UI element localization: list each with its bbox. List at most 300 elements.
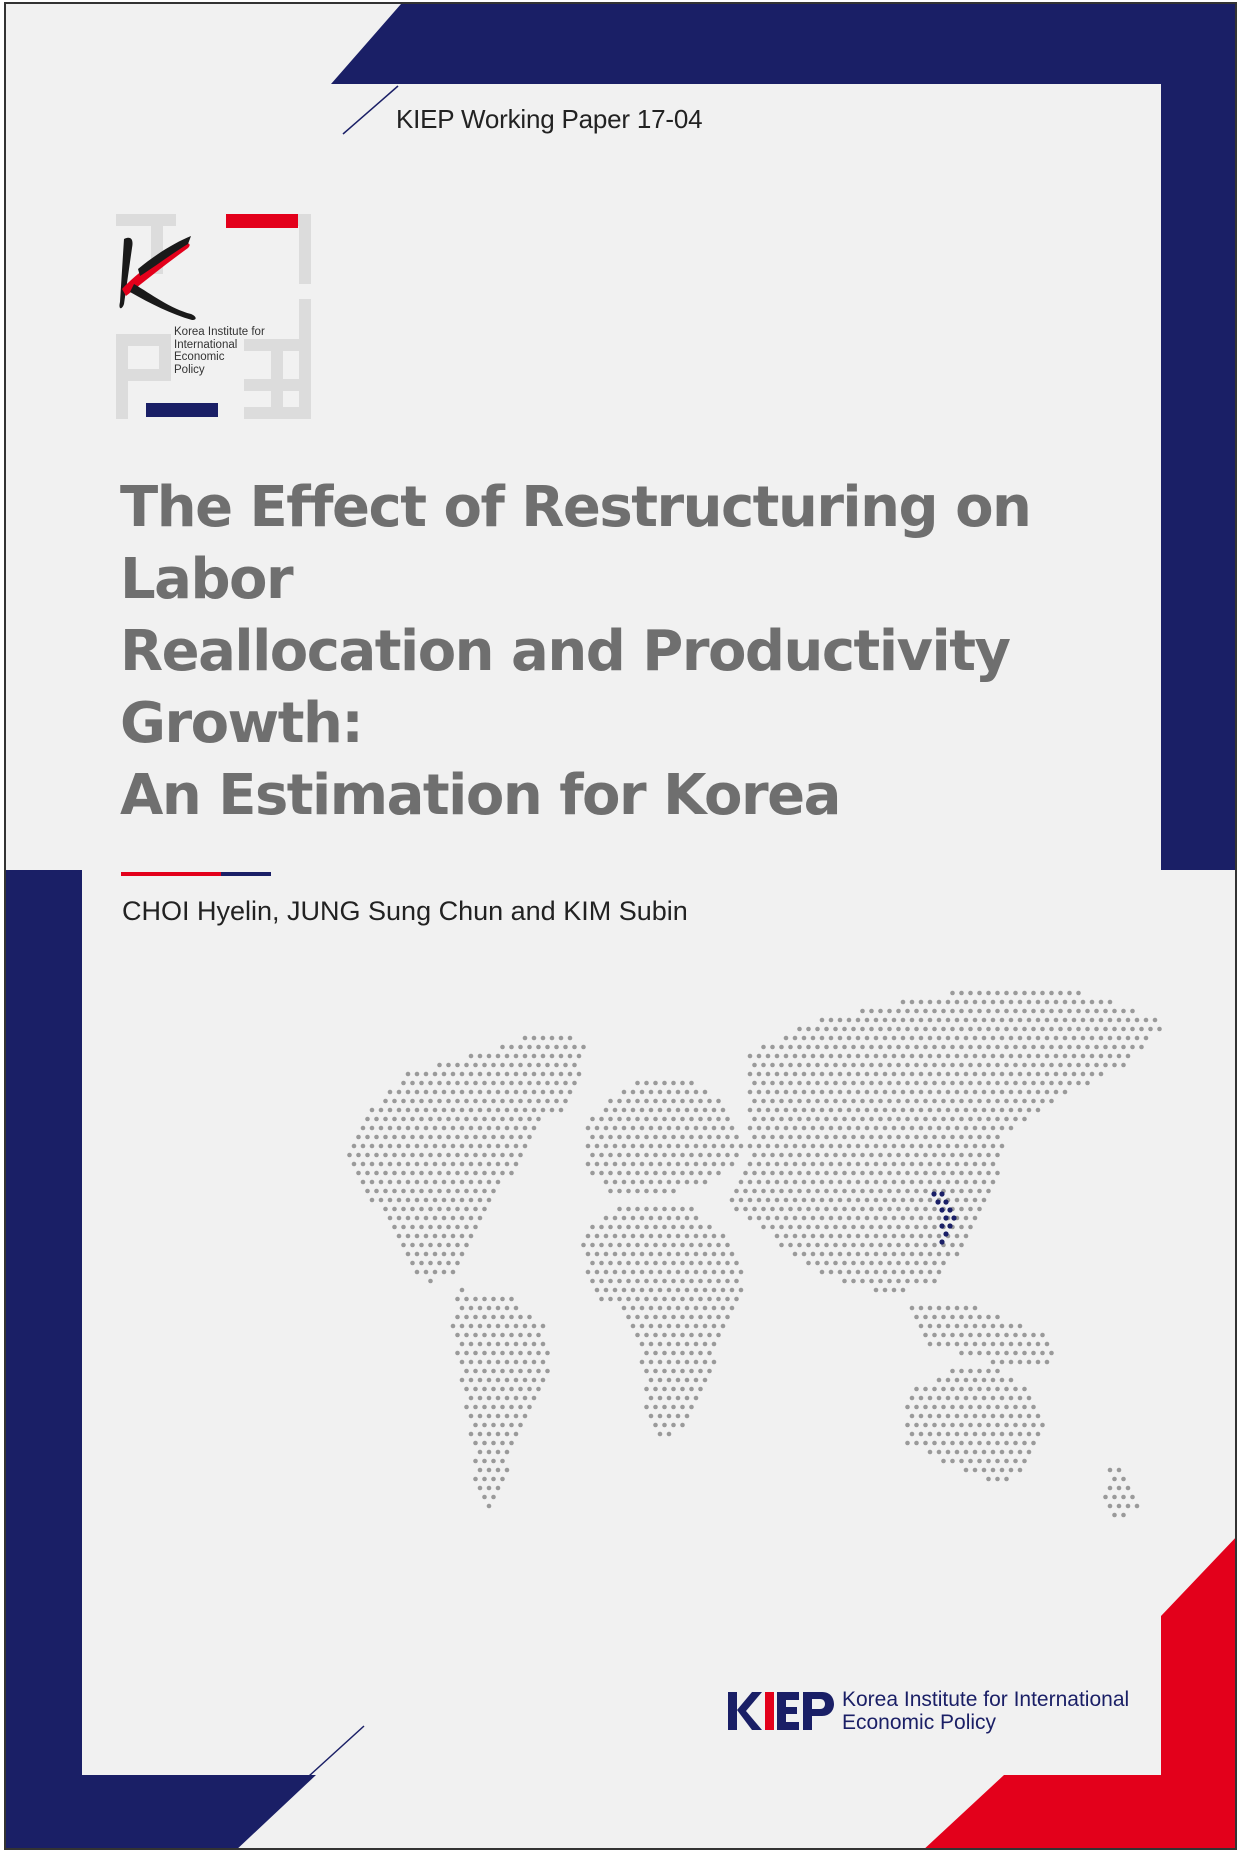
map-dot: [820, 1126, 825, 1131]
map-dot: [932, 1099, 937, 1104]
map-dot: [392, 1225, 397, 1230]
map-dot: [356, 1171, 361, 1176]
map-dot: [1054, 1018, 1059, 1023]
map-dot: [982, 1126, 987, 1131]
map-dot: [509, 1171, 514, 1176]
map-dot: [644, 1315, 649, 1320]
map-dot: [1018, 1324, 1023, 1329]
map-dot: [946, 1090, 951, 1095]
map-dot: [662, 1279, 667, 1284]
map-dot: [923, 1081, 928, 1086]
map-dot: [712, 1270, 717, 1275]
map-dot: [716, 1333, 721, 1338]
map-dot: [478, 1180, 483, 1185]
map-dot: [851, 1243, 856, 1248]
map-dot: [788, 1045, 793, 1050]
map-dot: [779, 1045, 784, 1050]
map-dot: [500, 1297, 505, 1302]
map-dot: [901, 1162, 906, 1167]
map-dot: [689, 1279, 694, 1284]
map-dot: [1009, 1468, 1014, 1473]
map-dot: [671, 1279, 676, 1284]
map-dot: [932, 1045, 937, 1050]
map-dot: [1090, 1054, 1095, 1059]
map-dot: [770, 1225, 775, 1230]
map-dot: [1000, 1450, 1005, 1455]
map-dot: [500, 1063, 505, 1068]
map-dot: [991, 1180, 996, 1185]
map-dot: [532, 1378, 537, 1383]
map-dot: [487, 1198, 492, 1203]
map-dot: [703, 1234, 708, 1239]
map-dot: [806, 1135, 811, 1140]
map-dot: [896, 1189, 901, 1194]
map-dot: [410, 1189, 415, 1194]
map-dot: [869, 1171, 874, 1176]
map-dot: [721, 1108, 726, 1113]
map-dot: [469, 1324, 474, 1329]
map-dot: [595, 1162, 600, 1167]
map-dot: [712, 1108, 717, 1113]
map-dot: [518, 1387, 523, 1392]
map-dot: [1040, 1045, 1045, 1050]
map-dot: [797, 1081, 802, 1086]
map-dot: [829, 1126, 834, 1131]
map-dot: [788, 1243, 793, 1248]
map-dot: [982, 1000, 987, 1005]
map-dot: [959, 1423, 964, 1428]
map-dot: [653, 1423, 658, 1428]
map-dot: [716, 1099, 721, 1104]
map-dot: [874, 1108, 879, 1113]
map-dot: [649, 1270, 654, 1275]
map-dot: [365, 1117, 370, 1122]
map-dot: [887, 1279, 892, 1284]
map-dot: [860, 1171, 865, 1176]
map-dot: [437, 1171, 442, 1176]
map-dot: [667, 1108, 672, 1113]
map-dot: [478, 1432, 483, 1437]
map-dot: [424, 1216, 429, 1221]
map-dot: [437, 1099, 442, 1104]
map-dot: [919, 1324, 924, 1329]
map-dot: [856, 1270, 861, 1275]
map-dot: [662, 1135, 667, 1140]
map-dot: [608, 1117, 613, 1122]
map-dot: [955, 1054, 960, 1059]
map-dot: [1054, 1000, 1059, 1005]
map-dot: [959, 1027, 964, 1032]
map-dot: [824, 1153, 829, 1158]
map-dot: [401, 1171, 406, 1176]
map-dot: [1000, 1396, 1005, 1401]
map-dot: [901, 1252, 906, 1257]
map-dot: [865, 1270, 870, 1275]
map-dot: [932, 1081, 937, 1086]
map-dot: [505, 1126, 510, 1131]
map-dot: [955, 1306, 960, 1311]
map-dot: [806, 1153, 811, 1158]
map-dot: [1000, 1018, 1005, 1023]
map-dot: [1004, 991, 1009, 996]
map-dot: [1027, 1018, 1032, 1023]
map-dot: [1121, 1513, 1126, 1518]
map-dot: [595, 1144, 600, 1149]
map-dot: [973, 1468, 978, 1473]
map-dot: [802, 1234, 807, 1239]
map-dot: [869, 1081, 874, 1086]
map-dot: [523, 1360, 528, 1365]
map-dot: [946, 1108, 951, 1113]
map-dot: [631, 1180, 636, 1185]
map-dot: [406, 1216, 411, 1221]
map-dot: [455, 1081, 460, 1086]
map-dot: [838, 1144, 843, 1149]
map-dot: [1099, 1018, 1104, 1023]
map-dot: [919, 1414, 924, 1419]
map-dot: [1004, 1459, 1009, 1464]
map-dot: [500, 1369, 505, 1374]
map-dot: [415, 1072, 420, 1077]
map-dot: [977, 1081, 982, 1086]
map-dot: [842, 1063, 847, 1068]
map-dot: [604, 1162, 609, 1167]
map-dot: [739, 1198, 744, 1203]
map-dot: [955, 1144, 960, 1149]
map-dot: [905, 1279, 910, 1284]
map-dot: [883, 1054, 888, 1059]
map-dot: [698, 1135, 703, 1140]
map-dot: [982, 1108, 987, 1113]
map-dot: [887, 1063, 892, 1068]
map-dot: [973, 1432, 978, 1437]
map-dot: [806, 1243, 811, 1248]
map-dot: [662, 1261, 667, 1266]
map-dot: [847, 1162, 852, 1167]
map-dot: [509, 1063, 514, 1068]
map-dot: [937, 1234, 942, 1239]
map-dot: [388, 1108, 393, 1113]
map-dot: [514, 1126, 519, 1131]
map-dot: [437, 1117, 442, 1122]
map-dot: [829, 1252, 834, 1257]
map-dot: [842, 1081, 847, 1086]
map-dot: [1058, 1009, 1063, 1014]
map-dot: [941, 1171, 946, 1176]
map-dot: [995, 1459, 1000, 1464]
map-dot: [1004, 1045, 1009, 1050]
map-dot: [959, 991, 964, 996]
map-dot: [1036, 1360, 1041, 1365]
map-dot: [433, 1126, 438, 1131]
map-dot: [1009, 1450, 1014, 1455]
map-dot: [892, 1036, 897, 1041]
map-dot: [977, 1189, 982, 1194]
map-dot: [1112, 1477, 1117, 1482]
map-dot: [793, 1036, 798, 1041]
map-dot: [1058, 991, 1063, 996]
map-dot: [491, 1063, 496, 1068]
map-dot: [973, 1072, 978, 1077]
map-dot: [532, 1036, 537, 1041]
map-dot: [919, 1036, 924, 1041]
map-dot: [626, 1189, 631, 1194]
map-dot: [905, 1063, 910, 1068]
map-dot: [455, 1153, 460, 1158]
map-dot: [878, 1045, 883, 1050]
map-dot: [815, 1135, 820, 1140]
map-dot: [910, 1126, 915, 1131]
map-dot: [856, 1216, 861, 1221]
map-dot: [910, 1414, 915, 1419]
map-dot: [865, 1054, 870, 1059]
map-dot: [473, 1225, 478, 1230]
map-dot: [640, 1180, 645, 1185]
map-dot: [995, 1405, 1000, 1410]
map-dot: [451, 1198, 456, 1203]
map-dot: [595, 1270, 600, 1275]
map-dot: [1009, 1360, 1014, 1365]
map-dot: [446, 1261, 451, 1266]
map-dot: [716, 1297, 721, 1302]
map-dot: [653, 1207, 658, 1212]
map-dot: [482, 1081, 487, 1086]
map-dot: [667, 1216, 672, 1221]
map-dot: [928, 1018, 933, 1023]
map-dot: [460, 1378, 465, 1383]
map-dot: [905, 1027, 910, 1032]
map-dot: [964, 1162, 969, 1167]
map-dot: [761, 1063, 766, 1068]
map-dot: [419, 1117, 424, 1122]
map-dot: [1108, 1000, 1113, 1005]
map-dot: [685, 1234, 690, 1239]
map-dot: [757, 1126, 762, 1131]
map-dot: [968, 1117, 973, 1122]
map-dot: [721, 1288, 726, 1293]
map-dot: [779, 1225, 784, 1230]
map-dot: [671, 1351, 676, 1356]
map-dot: [1090, 1072, 1095, 1077]
map-dot: [509, 1153, 514, 1158]
map-dot: [905, 1405, 910, 1410]
map-dot: [442, 1252, 447, 1257]
map-dot: [901, 1036, 906, 1041]
map-dot: [941, 1423, 946, 1428]
map-dot: [1094, 1009, 1099, 1014]
map-dot: [478, 1450, 483, 1455]
map-dot: [995, 1027, 1000, 1032]
map-dot: [437, 1189, 442, 1194]
map-dot: [950, 1369, 955, 1374]
map-dot: [914, 1441, 919, 1446]
map-dot: [541, 1108, 546, 1113]
map-dot: [464, 1297, 469, 1302]
map-dot: [1117, 1018, 1122, 1023]
map-dot: [788, 1153, 793, 1158]
map-dot: [955, 1234, 960, 1239]
map-dot: [932, 1315, 937, 1320]
map-dot: [437, 1243, 442, 1248]
map-dot: [658, 1126, 663, 1131]
map-dot: [964, 1198, 969, 1203]
map-dot: [500, 1405, 505, 1410]
map-dot: [1013, 1081, 1018, 1086]
map-dot: [892, 1288, 897, 1293]
map-dot: [1013, 1063, 1018, 1068]
map-dot: [559, 1054, 564, 1059]
map-dot: [599, 1261, 604, 1266]
map-dot: [833, 1225, 838, 1230]
map-dot: [496, 1324, 501, 1329]
map-dot: [955, 1396, 960, 1401]
map-dot: [1022, 1081, 1027, 1086]
map-dot: [878, 1099, 883, 1104]
map-dot: [815, 1171, 820, 1176]
map-dot: [1018, 1000, 1023, 1005]
map-dot: [932, 1135, 937, 1140]
map-dot: [1009, 1432, 1014, 1437]
map-dot: [703, 1378, 708, 1383]
map-dot: [424, 1162, 429, 1167]
map-dot: [883, 1162, 888, 1167]
map-dot: [424, 1126, 429, 1131]
korea-highlight-dot: [939, 1191, 944, 1196]
map-dot: [518, 1135, 523, 1140]
map-dot: [635, 1279, 640, 1284]
map-dot: [644, 1405, 649, 1410]
map-dot: [865, 1036, 870, 1041]
map-dot: [797, 1045, 802, 1050]
map-dot: [752, 1117, 757, 1122]
map-dot: [487, 1450, 492, 1455]
map-dot: [1085, 1045, 1090, 1050]
map-dot: [505, 1162, 510, 1167]
map-dot: [995, 1333, 1000, 1338]
map-dot: [1076, 1045, 1081, 1050]
map-dot: [986, 1441, 991, 1446]
map-dot: [419, 1189, 424, 1194]
map-dot: [716, 1171, 721, 1176]
map-dot: [613, 1270, 618, 1275]
map-dot: [451, 1072, 456, 1077]
map-dot: [649, 1144, 654, 1149]
map-dot: [842, 1279, 847, 1284]
map-dot: [950, 1423, 955, 1428]
map-dot: [1031, 1027, 1036, 1032]
map-dot: [896, 1261, 901, 1266]
map-dot: [478, 1054, 483, 1059]
map-dot: [793, 1252, 798, 1257]
map-dot: [433, 1108, 438, 1113]
map-dot: [982, 1162, 987, 1167]
map-dot: [536, 1081, 541, 1086]
map-dot: [698, 1279, 703, 1284]
map-dot: [968, 1441, 973, 1446]
map-dot: [527, 1387, 532, 1392]
map-dot: [955, 1090, 960, 1095]
map-dot: [793, 1054, 798, 1059]
map-dot: [1031, 1045, 1036, 1050]
map-dot: [487, 1306, 492, 1311]
map-dot: [914, 1117, 919, 1122]
map-dot: [554, 1081, 559, 1086]
map-dot: [995, 1369, 1000, 1374]
map-dot: [1063, 1018, 1068, 1023]
map-dot: [716, 1279, 721, 1284]
map-dot: [923, 1045, 928, 1050]
map-dot: [482, 1333, 487, 1338]
map-dot: [1004, 1441, 1009, 1446]
map-dot: [622, 1288, 627, 1293]
map-dot: [815, 1081, 820, 1086]
map-dot: [932, 1153, 937, 1158]
map-dot: [455, 1333, 460, 1338]
map-dot: [761, 1171, 766, 1176]
map-dot: [869, 1243, 874, 1248]
map-dot: [1009, 1414, 1014, 1419]
map-dot: [811, 1162, 816, 1167]
map-dot: [437, 1225, 442, 1230]
map-dot: [833, 1207, 838, 1212]
map-dot: [766, 1162, 771, 1167]
map-dot: [1058, 1063, 1063, 1068]
map-dot: [802, 1216, 807, 1221]
map-dot: [928, 1144, 933, 1149]
map-dot: [487, 1342, 492, 1347]
map-dot: [982, 1324, 987, 1329]
kiep-wordmark-icon: [728, 1686, 836, 1736]
map-dot: [451, 1108, 456, 1113]
map-dot: [815, 1063, 820, 1068]
map-dot: [847, 1108, 852, 1113]
map-dot: [937, 1450, 942, 1455]
map-dot: [523, 1144, 528, 1149]
map-dot: [617, 1207, 622, 1212]
map-dot: [833, 1135, 838, 1140]
map-dot: [1049, 1351, 1054, 1356]
map-dot: [689, 1081, 694, 1086]
map-dot: [977, 1027, 982, 1032]
map-dot: [932, 1261, 937, 1266]
map-dot: [748, 1090, 753, 1095]
map-dot: [478, 1468, 483, 1473]
map-dot: [1081, 1000, 1086, 1005]
map-dot: [473, 1135, 478, 1140]
map-dot: [671, 1099, 676, 1104]
map-dot: [1018, 1090, 1023, 1095]
map-dot: [631, 1162, 636, 1167]
map-dot: [1009, 1324, 1014, 1329]
map-dot: [527, 1099, 532, 1104]
map-dot: [599, 1135, 604, 1140]
map-dot: [959, 1441, 964, 1446]
map-dot: [487, 1486, 492, 1491]
map-dot: [838, 1270, 843, 1275]
map-dot: [995, 1171, 1000, 1176]
map-dot: [784, 1090, 789, 1095]
map-dot: [460, 1144, 465, 1149]
map-dot: [991, 1432, 996, 1437]
map-dot: [356, 1135, 361, 1140]
map-dot: [1126, 1036, 1131, 1041]
map-dot: [1117, 1504, 1122, 1509]
map-dot: [455, 1189, 460, 1194]
map-dot: [838, 1108, 843, 1113]
map-dot: [653, 1099, 658, 1104]
map-dot: [883, 1234, 888, 1239]
map-dot: [977, 1153, 982, 1158]
